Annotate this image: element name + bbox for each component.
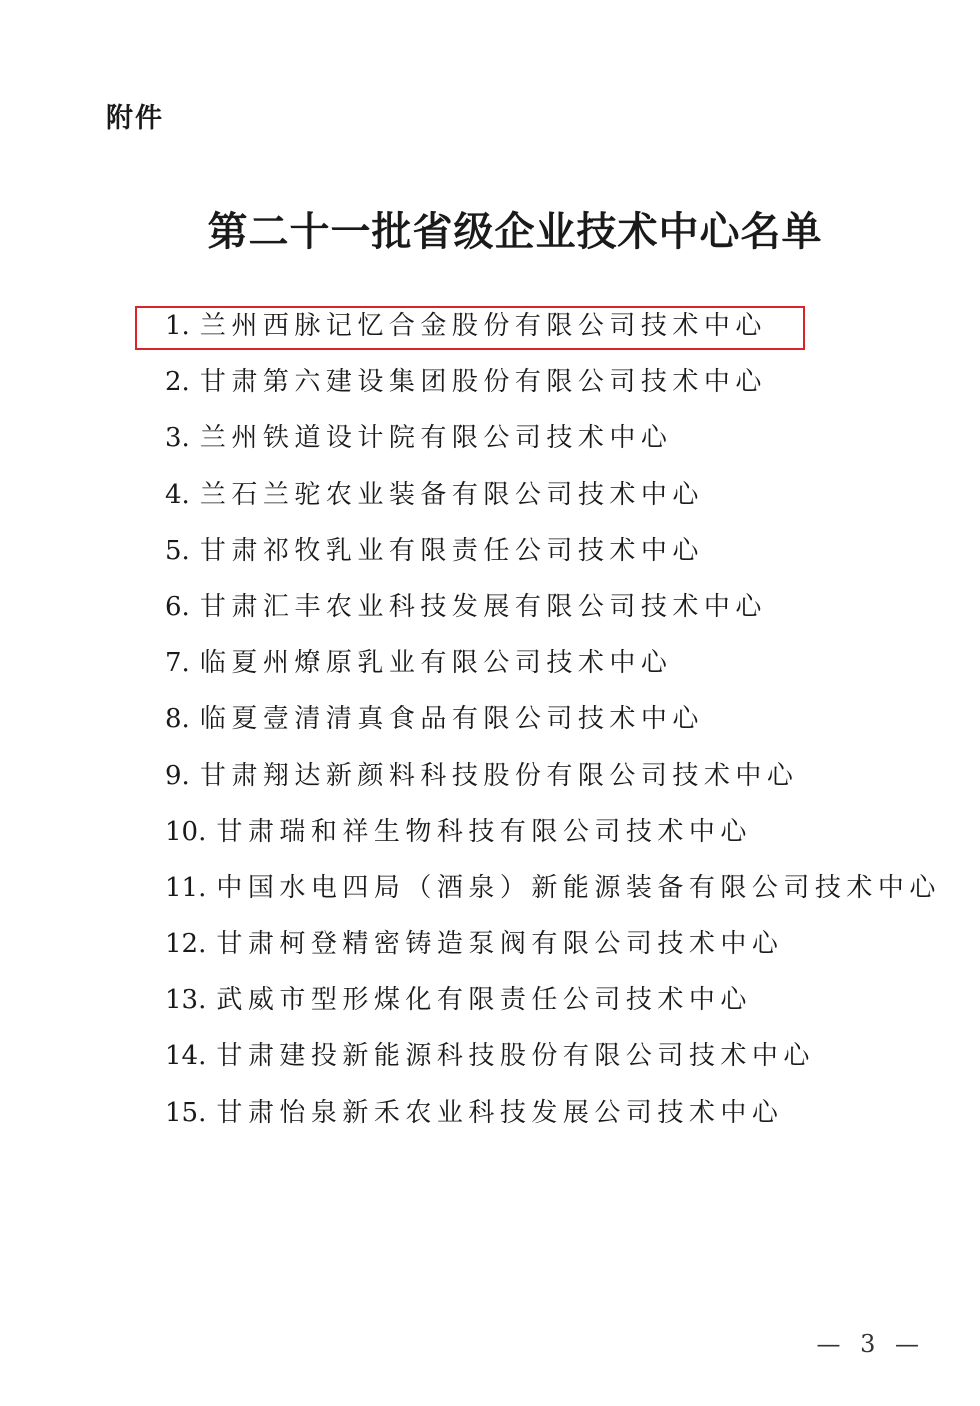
company-name: 甘肃第六建设集团股份有限公司技术中心 bbox=[199, 367, 767, 398]
item-number: 11. bbox=[165, 872, 207, 903]
list-item bbox=[165, 415, 941, 471]
item-number: 9. bbox=[165, 760, 190, 791]
company-name: 甘肃建投新能源科技股份有限公司技术中心 bbox=[216, 1041, 815, 1072]
company-name: 中国水电四局（酒泉）新能源装备有限公司技术中心 bbox=[216, 872, 941, 903]
list-item bbox=[165, 921, 941, 977]
item-number: 5. bbox=[165, 535, 190, 566]
item-number: 1. bbox=[165, 311, 190, 341]
list-item bbox=[165, 472, 941, 528]
item-number: 14. bbox=[165, 1041, 207, 1072]
company-name: 甘肃怡泉新禾农业科技发展公司技术中心 bbox=[216, 1097, 784, 1128]
company-name: 兰州铁道设计院有限公司技术中心 bbox=[199, 423, 673, 454]
list-item bbox=[165, 977, 941, 1033]
item-number: 10. bbox=[165, 816, 207, 847]
company-name: 甘肃翔达新颜料科技股份有限公司技术中心 bbox=[199, 760, 799, 791]
company-name: 临夏州燎原乳业有限公司技术中心 bbox=[199, 648, 673, 679]
item-number: 6. bbox=[165, 591, 190, 622]
item-number: 2. bbox=[165, 367, 190, 398]
company-name: 甘肃瑞和祥生物科技有限公司技术中心 bbox=[216, 816, 752, 847]
company-name: 临夏壹清清真食品有限公司技术中心 bbox=[199, 704, 704, 735]
list-item bbox=[165, 528, 941, 584]
page-number: — 3 — bbox=[816, 1330, 925, 1358]
company-name: 甘肃祁牧乳业有限责任公司技术中心 bbox=[199, 535, 704, 566]
list-item bbox=[165, 303, 941, 359]
company-name: 甘肃柯登精密铸造泵阀有限公司技术中心 bbox=[216, 929, 784, 960]
list-item bbox=[165, 640, 941, 696]
list-item bbox=[165, 865, 941, 921]
company-name: 甘肃汇丰农业科技发展有限公司技术中心 bbox=[199, 591, 767, 622]
list-item bbox=[165, 1090, 941, 1146]
company-name: 兰石兰驼农业装备有限公司技术中心 bbox=[199, 479, 704, 510]
item-number: 3. bbox=[165, 423, 190, 454]
item-number: 13. bbox=[165, 985, 207, 1016]
company-list bbox=[165, 303, 941, 1146]
item-number: 4. bbox=[165, 479, 190, 510]
company-name: 武威市型形煤化有限责任公司技术中心 bbox=[216, 985, 752, 1016]
company-name: 兰州西脉记忆合金股份有限公司技术中心 bbox=[199, 311, 767, 341]
attachment-label: 附件 bbox=[106, 103, 164, 134]
list-item bbox=[165, 1033, 941, 1089]
list-item bbox=[165, 809, 941, 865]
list-item bbox=[165, 584, 941, 640]
item-number: 7. bbox=[165, 648, 190, 679]
list-item bbox=[165, 753, 941, 809]
list-item bbox=[165, 696, 941, 752]
document-title: 第二十一批省级企业技术中心名单 bbox=[207, 208, 823, 255]
item-number: 12. bbox=[165, 929, 207, 960]
list-item bbox=[165, 359, 941, 415]
item-number: 15. bbox=[165, 1097, 207, 1128]
item-number: 8. bbox=[165, 704, 190, 735]
